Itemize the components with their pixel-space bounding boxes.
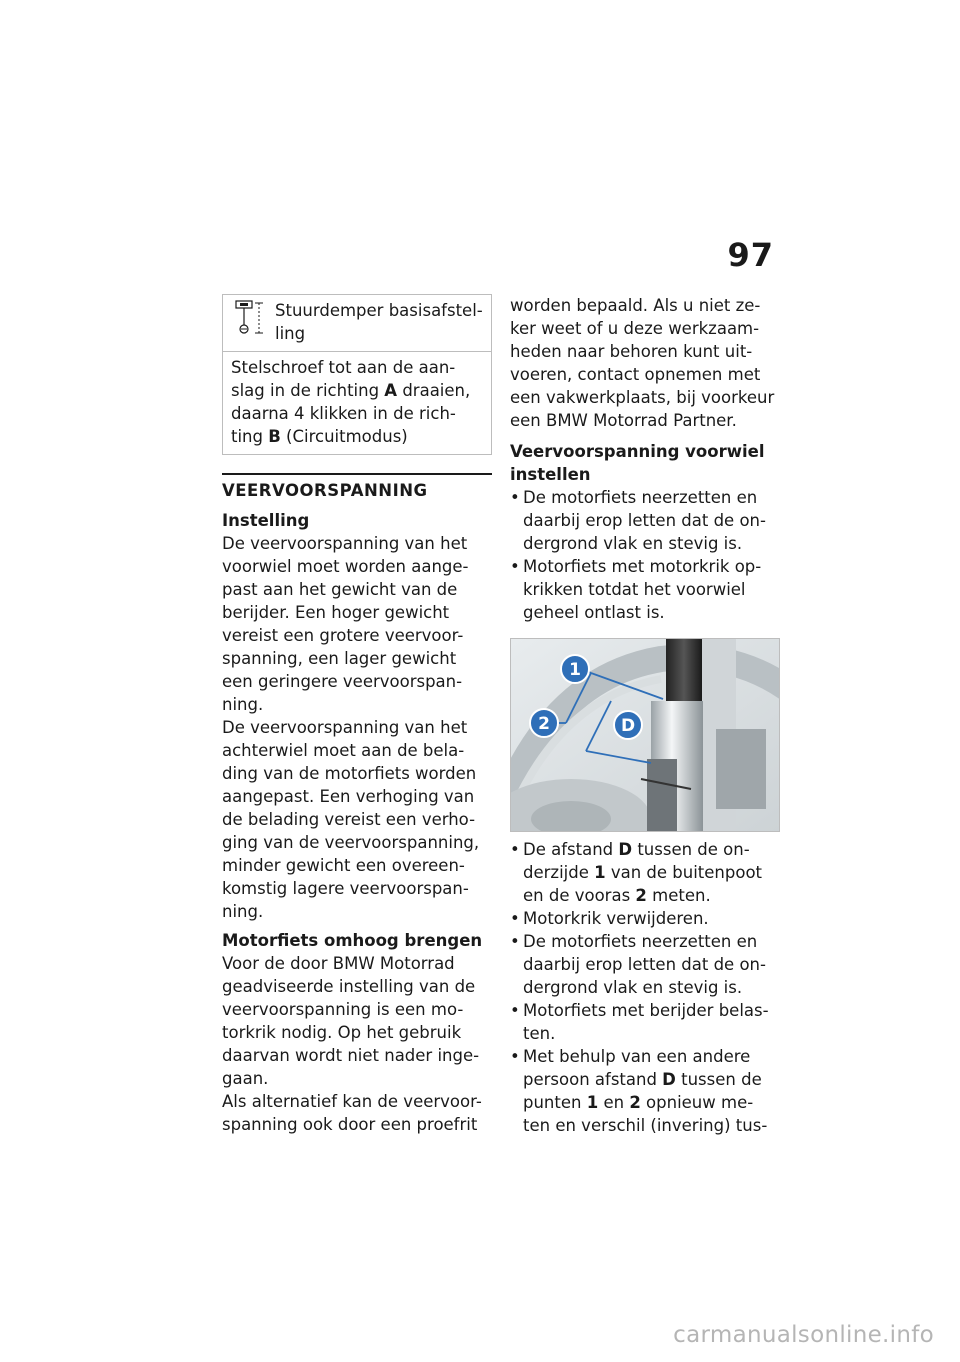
text-line: veervoorspanning is een mo- [222,1000,464,1019]
text-line: ning. [222,695,264,714]
steering-damper-icon [233,299,269,345]
paragraph-continued [510,294,780,432]
text-line: worden bepaald. Als u niet ze- [510,296,761,315]
text-line: voeren, contact opnemen met [510,365,761,384]
text-line: een vakwerkplaats, bij voorkeur [510,388,775,407]
paragraph-2 [222,716,492,923]
note-body-line-2: slag in de richting A draaien, [231,381,471,400]
text-line: berijder. Een hoger gewicht [222,603,450,622]
badge-2 [530,709,558,737]
note-title-line-1: Stuurdemper basisafstel- [275,301,483,320]
bullet-icon: • [510,488,520,507]
text-line: Motorfiets met berijder belas- [523,1001,769,1020]
text-line: gaan. [222,1069,269,1088]
subtitle-line: instellen [510,465,591,484]
text-line: De veervoorspanning van het [222,718,468,737]
text-line: spanning, een lager gewicht [222,649,457,668]
note-body-line-4: ting B (Circuitmodus) [231,427,408,446]
badge-d [614,711,642,739]
text-line: een BMW Motorrad Partner. [510,411,737,430]
left-column [222,294,492,1136]
bullet-icon: • [510,1047,520,1066]
fork-illustration [511,639,779,831]
list-item [510,555,780,624]
text-line: Motorfiets met motorkrik op- [523,557,762,576]
text-line: ning. [222,902,264,921]
subtitle-omhoog-brengen: Motorfiets omhoog brengen [222,931,483,950]
text-line: aangepast. Een verhoging van [222,787,475,806]
note-body-line-3: daarna 4 klikken in de rich- [231,404,456,423]
text-line: Voor de door BMW Motorrad [222,954,455,973]
paragraph-4 [222,1090,492,1136]
list-item [510,486,780,555]
text-line: De afstand D tussen de on- [523,840,750,859]
note-header [223,295,491,352]
badge-1 [561,655,589,683]
subtitle-veervoorspanning-voorwiel [510,440,780,486]
text-line: Als alternatief kan de veervoor- [222,1092,482,1111]
text-line: en de vooras 2 meten. [523,886,711,905]
list-item [510,999,780,1045]
bullet-icon: • [510,932,520,951]
list-item [510,930,780,999]
badge-2-label: 2 [538,714,550,734]
text-line: Met behulp van een andere [523,1047,751,1066]
subtitle-line: Veervoorspanning voorwiel [510,442,765,461]
text-line: achterwiel moet aan de bela- [222,741,465,760]
text-line: ding van de motorfiets worden [222,764,477,783]
section-title: VEERVOORSPANNING [222,481,428,500]
text-line: geheel ontlast is. [523,603,665,622]
subtitle-instelling: Instelling [222,511,310,530]
text-line: past aan het gewicht van de [222,580,458,599]
bullet-icon: • [510,840,520,859]
note-body [223,352,491,454]
text-line: komstig lagere veervoorspan- [222,879,469,898]
text-line: ker weet of u deze werkzaam- [510,319,760,338]
note-box [222,294,492,455]
text-line: minder gewicht een overeen- [222,856,465,875]
text-line: derzijde 1 van de buitenpoot [523,863,763,882]
text-line: ten. [523,1024,556,1043]
text-line: ten en verschil (invering) tus- [523,1116,768,1135]
text-line: een geringere veervoorspan- [222,672,463,691]
text-line: persoon afstand D tussen de [523,1070,762,1089]
text-line: geadviseerde instelling van de [222,977,476,996]
text-line: De motorfiets neerzetten en [523,932,758,951]
text-line: heden naar behoren kunt uit- [510,342,753,361]
bullet-icon: • [510,909,520,928]
text-line: de belading vereist een verho- [222,810,476,829]
note-body-line-1: Stelschroef tot aan de aan- [231,358,456,377]
text-line: daarvan wordt niet nader inge- [222,1046,480,1065]
list-item [510,838,780,907]
text-line: punten 1 en 2 opnieuw me- [523,1093,754,1112]
text-line: De veervoorspanning van het [222,534,468,553]
page-number: 97 [727,236,774,274]
footer-watermark[interactable]: carmanualsonline.info [673,1322,934,1348]
text-line: Motorkrik verwijderen. [523,909,709,928]
bullet-icon: • [510,1001,520,1020]
paragraph-1 [222,532,492,716]
fork-measurement-figure [510,638,780,832]
bullet-icon: • [510,557,520,576]
section-divider [222,473,492,475]
badge-d-label: D [620,716,636,736]
note-title-line-2: ling [275,324,306,343]
text-line: voorwiel moet worden aange- [222,557,469,576]
text-line: vereist een grotere veervoor- [222,626,464,645]
text-line: daarbij erop letten dat de on- [523,955,766,974]
right-column [510,294,780,1137]
text-line: De motorfiets neerzetten en [523,488,758,507]
text-line: daarbij erop letten dat de on- [523,511,766,530]
text-line: krikken totdat het voorwiel [523,580,746,599]
text-line: torkrik nodig. Op het gebruik [222,1023,462,1042]
text-line: dergrond vlak en stevig is. [523,978,743,997]
list-item [510,907,780,930]
paragraph-3 [222,952,492,1090]
list-item [510,1045,780,1137]
text-line: spanning ook door een proefrit [222,1115,478,1134]
badge-1-label: 1 [569,660,581,680]
text-line: dergrond vlak en stevig is. [523,534,743,553]
text-line: ging van de veervoorspanning, [222,833,480,852]
